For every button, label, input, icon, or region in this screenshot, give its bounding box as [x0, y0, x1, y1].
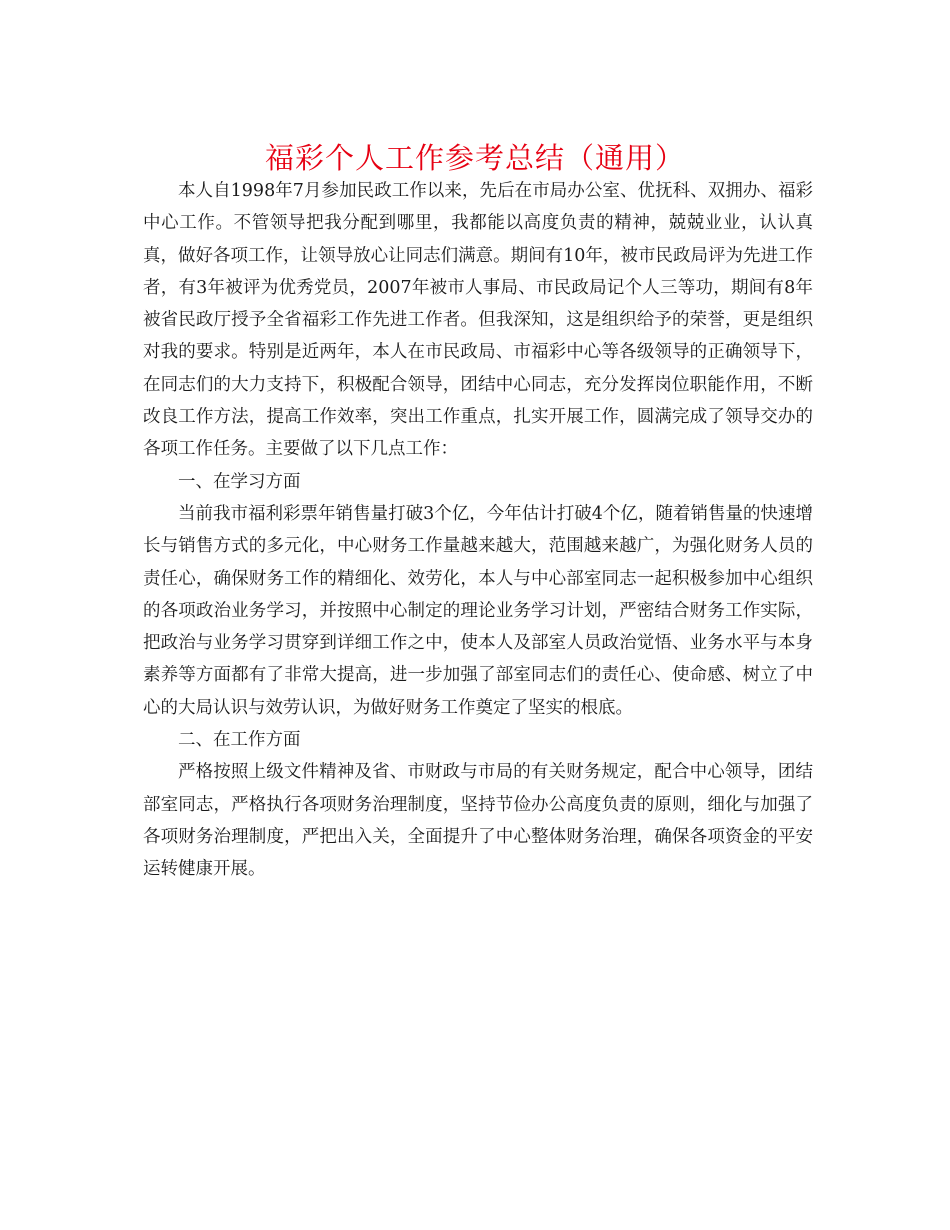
paragraph-work: 严格按照上级文件精神及省、市财政与市局的有关财务规定，配合中心领导，团结部室同志，严格执行各项财务治理制度，坚持节俭办公高度负责的原则，细化与加强了各项财务治理制度，严把出入关，全面提升了中心整体财务治理，确保各项资金的平安运转健康开展。: [143, 762, 813, 880]
section-heading-work: 二、在工作方面: [178, 730, 301, 751]
document-body: [143, 175, 813, 886]
paragraph-study: 当前我市福利彩票年销售量打破3个亿，今年估计打破4个亿，随着销售量的快速增长与销售方式的多元化，中心财务工作量越来越大，范围越来越广，为强化财务人员的责任心，确保财务工作的精细化、效劳化，本人与中心部室同志一起积极参加中心组织的各项政治业务学习，并按照中心制定的理论业务学习计划，严密结合财务工作实际，把政治与业务学习贯穿到详细工作之中，使本人及部室人员政治觉悟、业务水平与本身素养等方面都有了非常大提高，进一步加强了部室同志们的责任心、使命感、树立了中心的大局认识与效劳认识，为做好财务工作奠定了坚实的根底。: [143, 503, 813, 718]
section-heading-study: 一、在学习方面: [178, 471, 301, 492]
paragraph-intro: 本人自1998年7月参加民政工作以来，先后在市局办公室、优抚科、双拥办、福彩中心工作。不管领导把我分配到哪里，我都能以高度负责的精神，兢兢业业，认认真真，做好各项工作，让领导放心让同志们满意。期间有10年，被市民政局评为先进工作者，有3年被评为优秀党员，2007年被市人事局、市民政局记个人三等功，期间有8年被省民政厅授予全省福彩工作先进工作者。但我深知，这是组织给予的荣誉，更是组织对我的要求。特别是近两年，本人在市民政局、市福彩中心等各级领导的正确领导下，在同志们的大力支持下，积极配合领导，团结中心同志，充分发挥岗位职能作用，不断改良工作方法，提高工作效率，突出工作重点，扎实开展工作，圆满完成了领导交办的各项工作任务。主要做了以下几点工作：: [143, 181, 813, 460]
document-title: 福彩个人工作参考总结（通用）: [264, 141, 685, 175]
